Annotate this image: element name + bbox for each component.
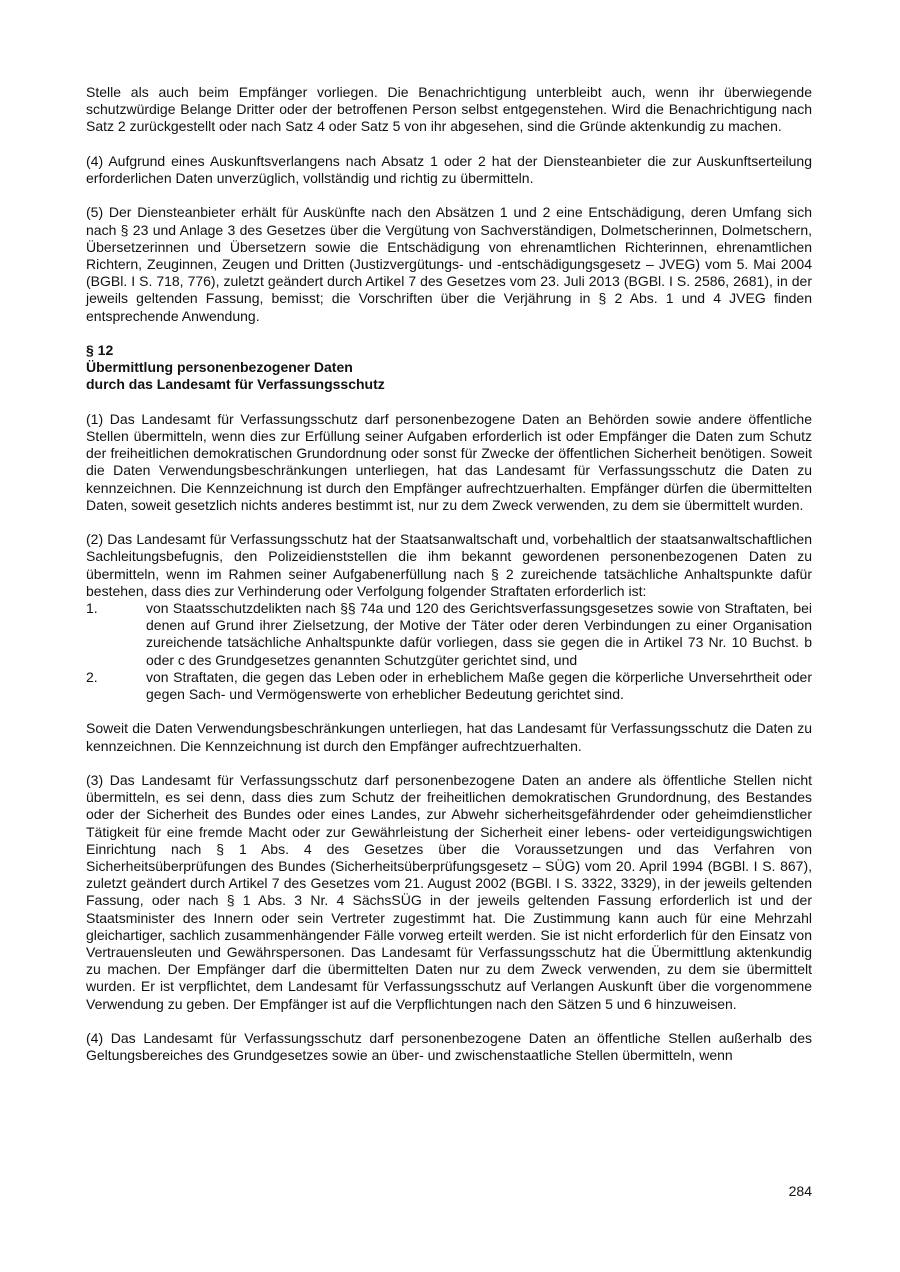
section-paragraph-2-outro: Soweit die Daten Verwendungsbeschränkungen unterliegen, hat das Landesamt für Verfassungsschutz die Daten zu kennzeichnen. Die Kennzeichnung ist durch den Empfänger aufrechtzuerhalten. xyxy=(86,720,812,754)
paragraph-continuation: Stelle als auch beim Empfänger vorliegen. Die Benachrichtigung unterbleibt auch, wenn ihr überwiegende schutzwürdige Belange Dritter oder der betroffenen Person selbst entgegenstehen. Wird die Benachrichtigung nach Satz 2 zurückgestellt oder nach Satz 4 oder Satz 5 von ihr abgesehen, sind die Gründe aktenkundig zu machen. xyxy=(86,84,812,135)
section-title-line-1: Übermittlung personenbezogener Daten xyxy=(86,359,353,376)
paragraph-5: (5) Der Diensteanbieter erhält für Auskünfte nach den Absätzen 1 und 2 eine Entschädigung, deren Umfang sich nach § 23 und Anlage 3 des Gesetzes über die Vergütung von Sachverständigen, Dolmetscherinnen, Dolmetschern, Übersetzerinnen und Übersetzern sowie die Entschädigung von ehrenamtlichen Richterinnen, ehrenamtlichen Richtern, Zeuginnen, Zeugen und Dritten (Justizvergütungs- und -entschädigungsgesetz – JVEG) vom 5. Mai 2004 (BGBl. I S. 718, 776), zuletzt geändert durch Artikel 7 des Gesetzes vom 23. Juli 2013 (BGBl. I S. 2586, 2681), in der jeweils geltenden Fassung, bemisst; die Vorschriften über die Verjährung in § 2 Abs. 1 und 4 JVEG finden entsprechende Anwendung. xyxy=(86,204,812,324)
section-number: § 12 xyxy=(86,342,114,358)
section-paragraph-4: (4) Das Landesamt für Verfassungsschutz darf personenbezogene Daten an öffentliche Stellen außerhalb des Geltungsbereiches des Grundgesetzes sowie an über- und zwischenstaatliche Stellen übermitteln, wenn xyxy=(86,1030,812,1064)
list-item-number: 2. xyxy=(86,668,98,685)
list-item-text: von Straftaten, die gegen das Leben oder in erheblichem Maße gegen die körperliche Unversehrtheit oder gegen Sach- und Vermögenswerte von erheblicher Bedeutung gerichtet sind. xyxy=(146,668,812,703)
list-item-text: von Staatsschutzdelikten nach §§ 74a und 120 des Gerichtsverfassungsgesetzes sowie von Straftaten, bei denen auf Grund ihrer Zielsetzung, der Motive der Täter oder deren Verbindungen zu einer Organisation zureichende tatsächliche Anhaltspunkte dafür vorliegen, dass sie gegen die in Artikel 73 Nr. 10 Buchst. b oder c des Grundgesetzes genannten Schutzgüter gerichtet sind, und xyxy=(146,600,812,668)
list-item xyxy=(86,669,812,703)
section-paragraph-1: (1) Das Landesamt für Verfassungsschutz darf personenbezogene Daten an Behörden sowie andere öffentliche Stellen übermitteln, wenn dies zur Erfüllung seiner Aufgaben erforderlich ist oder Empfänger die Daten zum Schutz der freiheitlichen demokratischen Grundordnung oder sonst für Zwecke der öffentlichen Sicherheit benötigen. Soweit die Daten Verwendungsbeschränkungen unterliegen, hat das Landesamt für Verfassungsschutz die Daten zu kennzeichnen. Die Kennzeichnung ist durch den Empfänger aufrechtzuerhalten. Empfänger dürfen die übermittelten Daten, soweit gesetzlich nichts anderes bestimmt ist, nur zu dem Zweck verwenden, zu dem sie übermittelt wurden. xyxy=(86,410,812,513)
list-item-number: 1. xyxy=(86,600,98,617)
section-paragraph-3: (3) Das Landesamt für Verfassungsschutz darf personenbezogene Daten an andere als öffentliche Stellen nicht übermitteln, es sei denn, dass dies zum Schutz der freiheitlichen demokratischen Grundordnung, des Bestandes oder der Sicherheit des Bundes oder eines Landes, zur Abwehr sicherheitsgefährdender oder geheimdienstlicher Tätigkeit für eine fremde Macht oder zur Gewährleistung der Sicherheit einer lebens- oder verteidigungswichtigen Einrichtung nach § 1 Abs. 4 des Gesetzes über die Voraussetzungen und das Verfahren von Sicherheitsüberprüfungen des Bundes (Sicherheitsüberprüfungsgesetz – SÜG) vom 20. April 1994 (BGBl. I S. 867), zuletzt geändert durch Artikel 7 des Gesetzes vom 21. August 2002 (BGBl. I S. 3322, 3329), in der jeweils geltenden Fassung, oder nach § 1 Abs. 3 Nr. 4 SächsSÜG in der jeweils geltenden Fassung erforderlich ist und der Staatsminister des Innern oder sein Vertreter zugestimmt hat. Die Zustimmung kann auch für eine Mehrzahl gleichartiger, sachlich zusammenhängender Fälle vorweg erteilt werden. Sie ist nicht erforderlich für den Einsatz von Vertrauensleuten und Gewährspersonen. Das Landesamt für Verfassungsschutz hat die Übermittlung aktenkundig zu machen. Der Empfänger darf die übermittelten Daten nur zu dem Zweck verwenden, zu dem sie übermittelt wurden. Er ist verpflichtet, dem Landesamt für Verfassungsschutz auf Verlangen Auskunft über die vorgenommene Verwendung zu geben. Der Empfänger ist auf die Verpflichtungen nach den Sätzen 5 und 6 hinzuweisen. xyxy=(86,772,812,1012)
paragraph-4: (4) Aufgrund eines Auskunftsverlangens nach Absatz 1 oder 2 hat der Diensteanbieter die zur Auskunftserteilung erforderlichen Daten unverzüglich, vollständig und richtig zu übermitteln. xyxy=(86,152,812,186)
page-number: 284 xyxy=(788,1183,812,1199)
section-heading xyxy=(86,342,812,394)
section-title-line-2: durch das Landesamt für Verfassungsschutz xyxy=(86,376,385,393)
list-item xyxy=(86,600,812,669)
section-paragraph-2-intro: (2) Das Landesamt für Verfassungsschutz hat der Staatsanwaltschaft und, vorbehaltlich der staatsanwaltschaftlichen Sachleitungsbefugnis, den Polizeidienststellen die ihm bekannt gewordenen personenbezogenen Daten zu übermitteln, wenn im Rahmen seiner Aufgabenerfüllung nach § 2 zureichende tatsächliche Anhaltspunkte dafür bestehen, dass dies zur Verhinderung oder Verfolgung folgender Straftaten erforderlich ist: xyxy=(86,531,812,599)
document-page xyxy=(86,84,812,1064)
